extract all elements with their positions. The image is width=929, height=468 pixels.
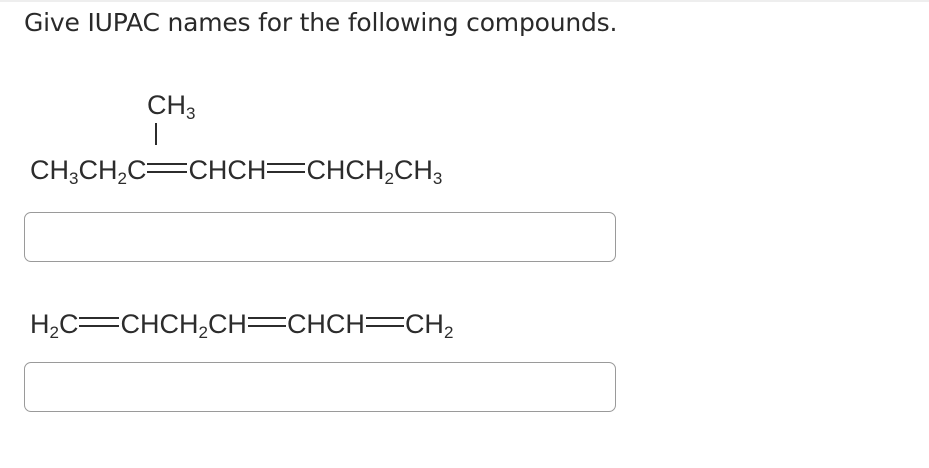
compound-1-methyl-branch — [147, 90, 196, 123]
compound-1-subscript: 3 — [432, 169, 443, 188]
compound-2-atom: CHCH — [286, 309, 365, 339]
double-bond — [267, 163, 305, 173]
question-prompt: Give IUPAC names for the following compounds. — [24, 8, 618, 37]
compound-1-branch-subscript: 3 — [186, 104, 196, 123]
top-divider — [0, 0, 929, 2]
compound-1-subscript: 2 — [117, 169, 127, 188]
compound-2-subscript: 2 — [49, 323, 59, 342]
compound-2-atom: H — [30, 309, 50, 339]
compound-1-atom: CHCH — [188, 155, 267, 185]
compound-2-subscript: 2 — [443, 323, 454, 342]
compound-1-subscript: 2 — [384, 169, 394, 188]
compound-1-atom: C — [126, 155, 147, 185]
compound-2-atom: C — [58, 309, 79, 339]
compound-1-branch-atom: CH — [147, 90, 186, 120]
compound-2-subscript: 2 — [198, 323, 208, 342]
double-bond — [366, 317, 404, 327]
compound-1-subscript: 3 — [69, 169, 79, 188]
compound-1-atom: CH — [30, 155, 69, 185]
compound-2-formula — [30, 309, 454, 342]
compound-2-answer-input[interactable] — [24, 362, 616, 412]
compound-1-atom: CHCH — [306, 155, 385, 185]
compound-1-formula — [30, 155, 443, 188]
double-bond — [147, 163, 187, 173]
compound-1-atom: CH — [78, 155, 118, 185]
compound-1-answer-input[interactable] — [24, 212, 616, 262]
compound-2-atom: CH — [404, 309, 444, 339]
compound-2-atom: CHCH — [120, 309, 199, 339]
double-bond — [248, 317, 286, 327]
double-bond — [79, 317, 119, 327]
compound-1-branch-bond — [155, 123, 157, 145]
compound-2-atom: CH — [207, 309, 247, 339]
compound-1-atom: CH — [393, 155, 433, 185]
